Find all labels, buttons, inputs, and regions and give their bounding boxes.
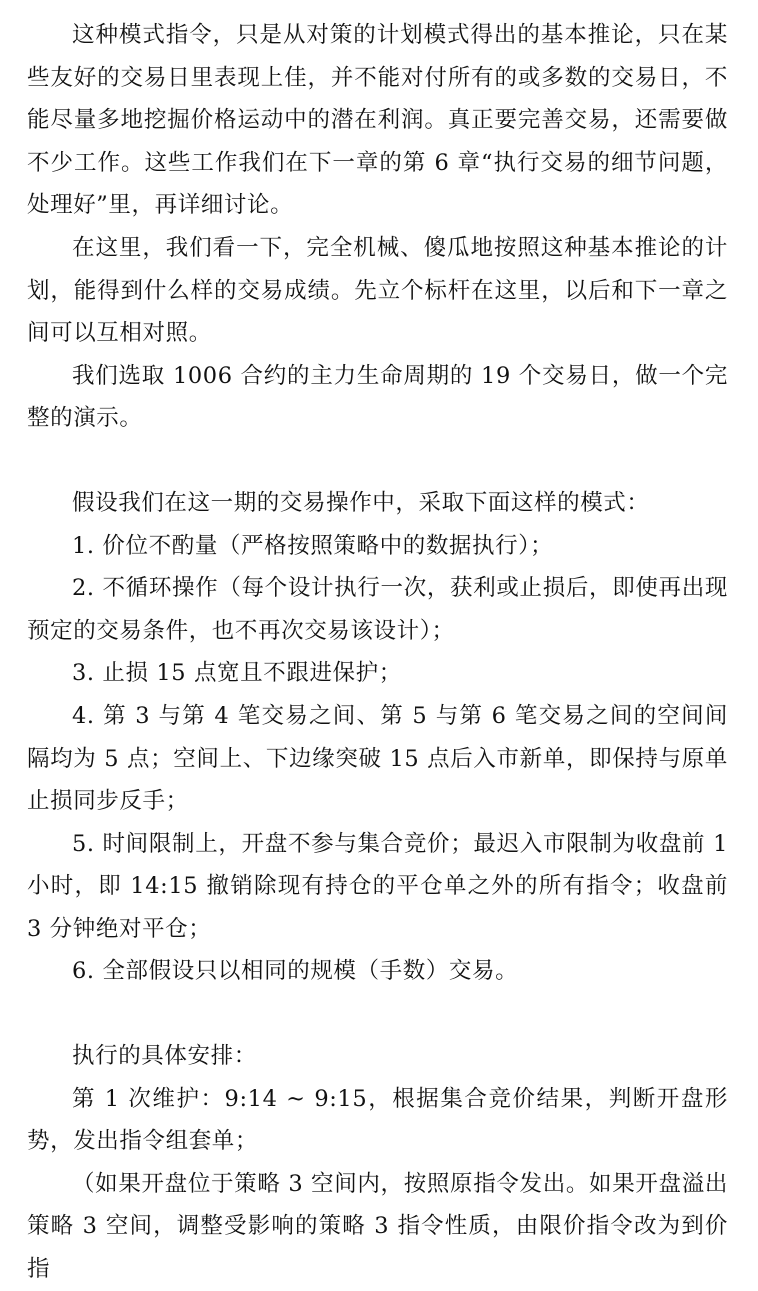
paragraph-maintenance-note: （如果开盘位于策略 3 空间内，按照原指令发出。如果开盘溢出策略 3 空间，调整受影响的策略 3 指令性质，由限价指令改为到价指 (27, 1170, 728, 1283)
paragraph-contract: 我们选取 1006 合约的主力生命周期的 19 个交易日，做一个完整的演示。 (27, 362, 728, 432)
rule-item-1: 1. 价位不酌量（严格按照策略中的数据执行）； (72, 532, 554, 559)
paragraph-intro: 这种模式指令，只是从对策的计划模式得出的基本推论，只在某些友好的交易日里表现上佳，并不能对付所有的或多数的交易日，不能尽量多地挖掘价格运动中的潜在利润。真正要完善交易，还需要做不少工作。这些工作我们在下一章的第 6 章“执行交易的细节问题，处理好”里，再详细讨论。 (27, 22, 728, 219)
paragraph-assumption: 假设我们在这一期的交易操作中，采取下面这样的模式： (72, 489, 650, 516)
paragraph-maintenance-1: 第 1 次维护：9:14 ~ 9:15，根据集合竞价结果，判断开盘形势，发出指令组套单； (27, 1085, 728, 1155)
rule-item-3: 3. 止损 15 点宽且不跟进保护； (72, 660, 402, 687)
section-gap (27, 440, 728, 482)
section-gap (27, 993, 728, 1035)
rule-item-4: 4. 第 3 与第 4 笔交易之间、第 5 与第 6 笔交易之间的空间间隔均为 5 点；空间上、下边缘突破 15 点后入市新单，即保持与原单止损同步反手； (27, 702, 728, 815)
rule-item-5: 5. 时间限制上，开盘不参与集合竞价；最迟入市限制为收盘前 1 小时，即 14:15 撤销除现有持仓的平仓单之外的所有指令；收盘前 3 分钟绝对平仓； (27, 830, 728, 942)
rule-item-2: 2. 不循环操作（每个设计执行一次，获利或止损后，即使再出现预定的交易条件，也不再次交易该设计）； (27, 575, 728, 644)
paragraph-benchmark: 在这里，我们看一下，完全机械、傻瓜地按照这种基本推论的计划，能得到什么样的交易成绩。先立个标杆在这里，以后和下一章之间可以互相对照。 (27, 234, 728, 347)
rule-item-6: 6. 全部假设只以相同的规模（手数）交易。 (72, 958, 519, 985)
paragraph-schedule-heading: 执行的具体安排： (72, 1043, 257, 1070)
